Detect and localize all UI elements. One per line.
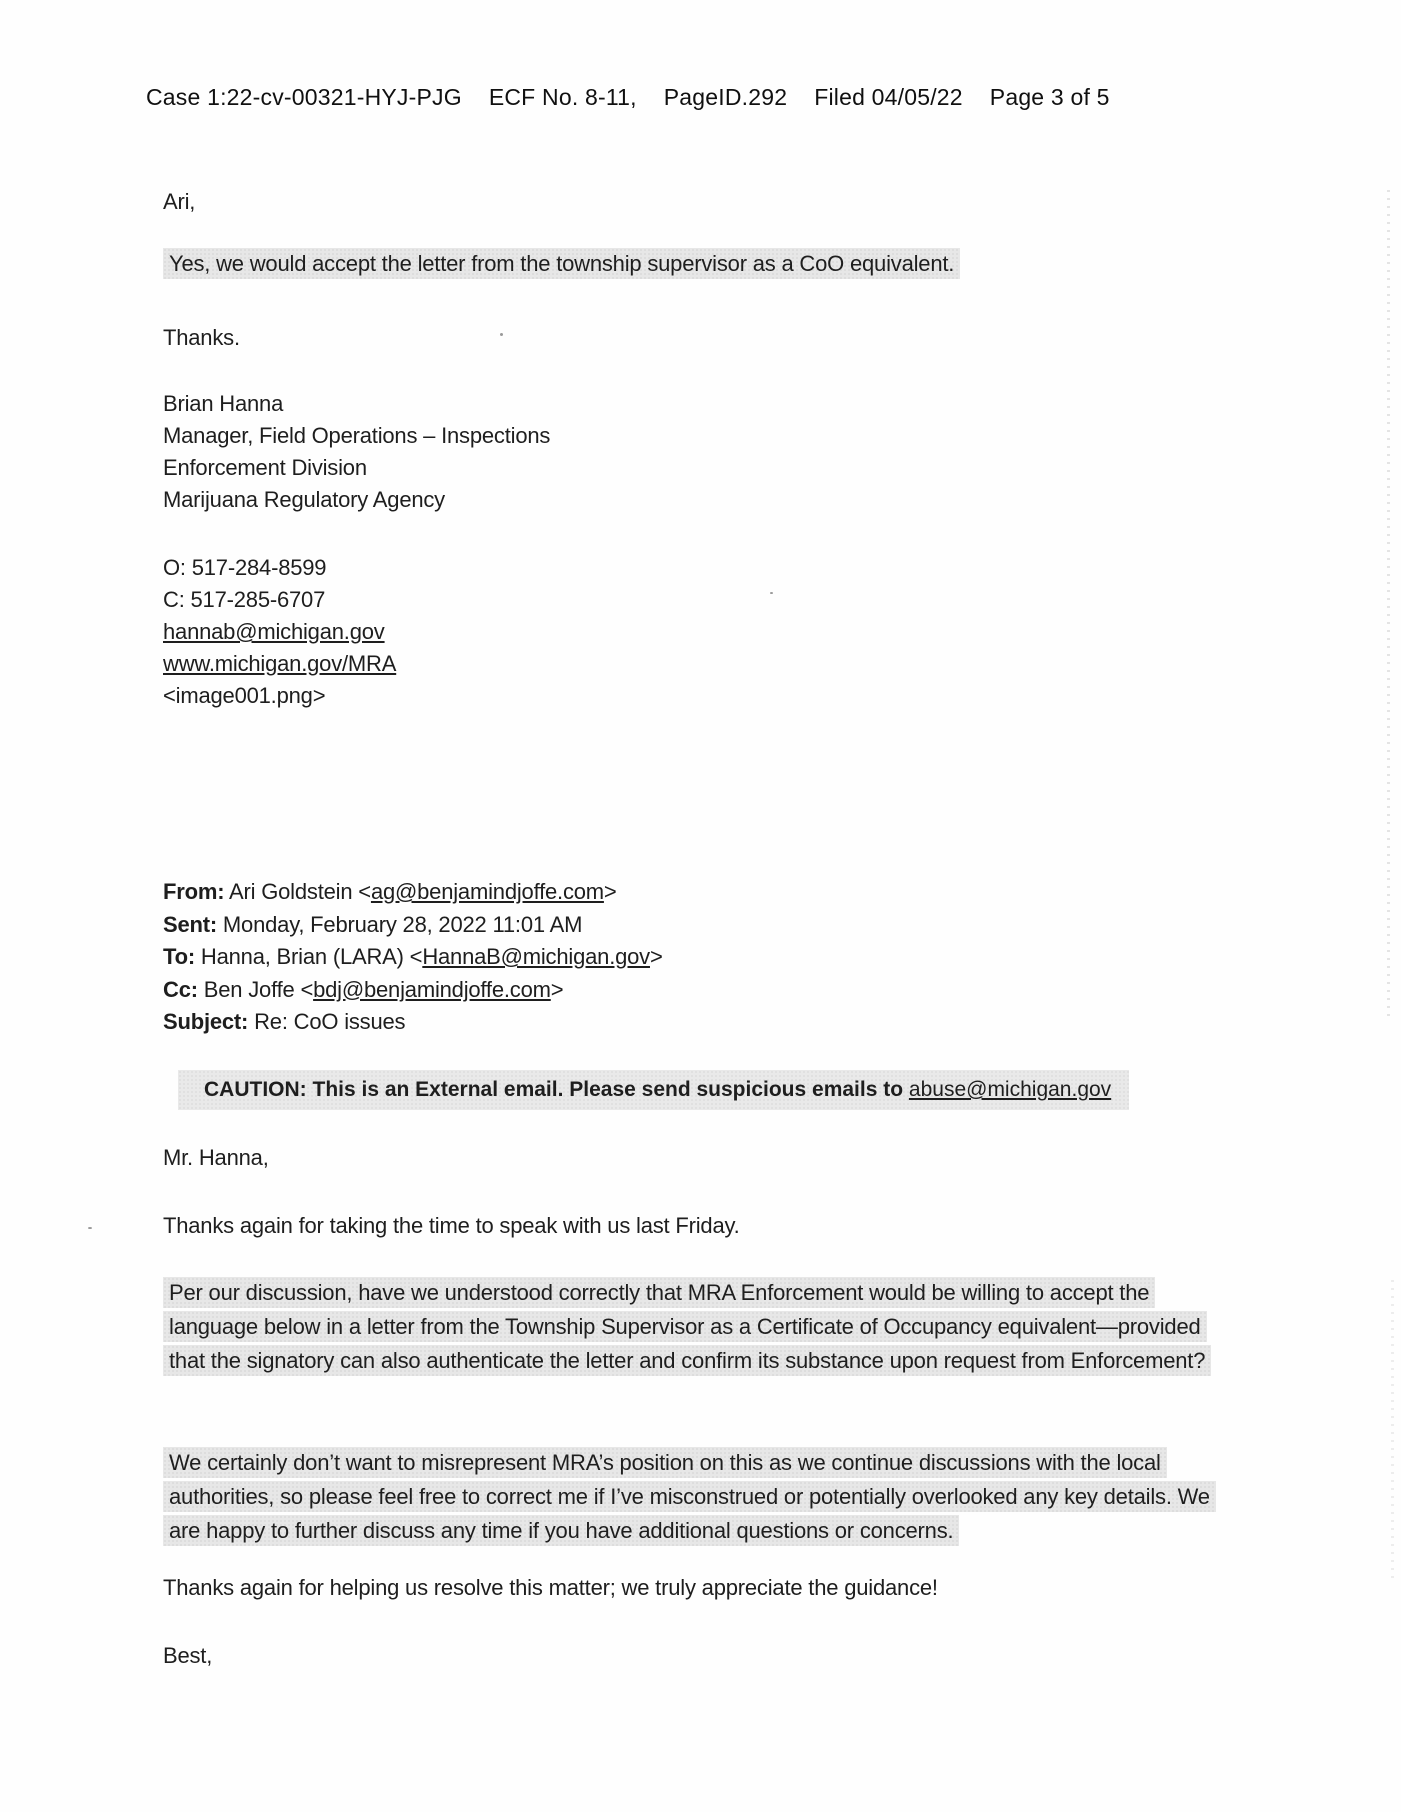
body-thanks-line: Thanks again for taking the time to speak with us last Friday. bbox=[163, 1213, 740, 1238]
scan-speck-3 bbox=[88, 1227, 92, 1229]
highlighted-question-text: Per our discussion, have we understood correctly that MRA Enforcement would be willing to accept the language below in a letter from the Township Supervisor as a Certificate of Occupancy equivalent—provided that the signatory can also authenticate the letter and confirm its substance upon request from Enforcement? bbox=[163, 1277, 1211, 1376]
body-question-paragraph bbox=[163, 1276, 1213, 1378]
body-clarify-block bbox=[163, 1446, 1213, 1548]
subject-label: Subject: bbox=[163, 1009, 249, 1034]
cc-label: Cc: bbox=[163, 976, 198, 1002]
from-name: Ari Goldstein < bbox=[224, 879, 371, 904]
sent-header-line bbox=[163, 909, 1213, 942]
highlighted-answer-line bbox=[163, 248, 1213, 280]
cc-header-line bbox=[163, 974, 1213, 1007]
subject-header-line bbox=[163, 1006, 1213, 1039]
reply-closing-block bbox=[163, 322, 1213, 354]
reply-answer-block bbox=[163, 248, 1213, 280]
signature-contact-block bbox=[163, 552, 1213, 712]
caution-banner bbox=[178, 1070, 1129, 1110]
from-label: From: bbox=[163, 879, 225, 904]
ecf-number: ECF No. 8-11, bbox=[488, 84, 637, 110]
reply-greeting-block bbox=[163, 186, 1213, 218]
scan-speck-1 bbox=[500, 333, 503, 336]
highlighted-clarify-text: We certainly don’t want to misrepresent MRA’s position on this as we continue discussions with the local authorities, so please feel free to correct me if I’ve misconstrued or potentially overlooked any key details. We are happy to further discuss any time if you have additional questions or concerns. bbox=[163, 1447, 1216, 1546]
highlighted-answer-text: Yes, we would accept the letter from the township supervisor as a CoO equivalent. bbox=[163, 248, 960, 279]
case-header bbox=[146, 84, 1137, 111]
caution-text: CAUTION: This is an External email. Please send suspicious emails to bbox=[204, 1078, 909, 1101]
caution-highlight-band bbox=[178, 1070, 1129, 1110]
signature-website-line bbox=[163, 648, 1213, 680]
signature-email-line bbox=[163, 616, 1213, 648]
page-id: PageID.292 bbox=[663, 84, 788, 110]
from-header-line bbox=[163, 876, 1213, 909]
cc-name: Ben Joffe < bbox=[197, 976, 314, 1002]
sent-label: Sent: bbox=[163, 911, 218, 937]
to-label: To: bbox=[163, 944, 195, 969]
signature-email-link: hannab@michigan.gov bbox=[163, 619, 385, 644]
case-number: Case 1:22-cv-00321-HYJ-PJG bbox=[146, 84, 462, 110]
subject-value: Re: CoO issues bbox=[248, 1009, 406, 1034]
signature-name: Brian Hanna bbox=[163, 391, 284, 416]
to-suffix: > bbox=[649, 944, 663, 969]
signature-agency: Marijuana Regulatory Agency bbox=[163, 487, 445, 512]
body-clarify-paragraph bbox=[163, 1446, 1213, 1548]
abuse-email-link: abuse@michigan.gov bbox=[908, 1078, 1112, 1101]
greeting-line: Ari, bbox=[163, 189, 196, 214]
office-phone: O: 517-284-8599 bbox=[163, 555, 327, 580]
sent-value: Monday, February 28, 2022 11:01 AM bbox=[217, 911, 583, 937]
to-header-line bbox=[163, 941, 1213, 974]
filed-date: Filed 04/05/22 bbox=[814, 84, 963, 110]
from-email-link: ag@benjamindjoffe.com bbox=[370, 879, 604, 904]
closing-line: Thanks. bbox=[163, 325, 240, 350]
to-email-link: HannaB@michigan.gov bbox=[422, 944, 650, 969]
from-suffix: > bbox=[603, 879, 617, 904]
page-count: Page 3 of 5 bbox=[989, 84, 1110, 110]
scan-speck-2 bbox=[770, 592, 773, 594]
body-closing-line: Best, bbox=[163, 1643, 213, 1668]
body-salutation-block bbox=[163, 1142, 1213, 1174]
signature-block bbox=[163, 388, 1213, 516]
cell-phone: C: 517-285-6707 bbox=[163, 587, 326, 612]
scan-artifact-right-edge-upper bbox=[1387, 190, 1390, 1020]
signature-division: Enforcement Division bbox=[163, 455, 367, 480]
attachment-placeholder: <image001.png> bbox=[163, 683, 326, 708]
body-thanks-block bbox=[163, 1210, 1213, 1242]
to-name: Hanna, Brian (LARA) < bbox=[194, 944, 423, 969]
signature-website-link: www.michigan.gov/MRA bbox=[163, 651, 397, 676]
quoted-email-headers bbox=[163, 876, 1213, 1039]
cc-email-link: bdj@benjamindjoffe.com bbox=[313, 976, 551, 1002]
body-salutation: Mr. Hanna, bbox=[163, 1145, 269, 1170]
body-gratitude-block bbox=[163, 1572, 1213, 1604]
scan-artifact-right-edge-lower bbox=[1391, 1280, 1394, 1580]
signature-title: Manager, Field Operations – Inspections bbox=[163, 423, 551, 448]
body-closing-block bbox=[163, 1640, 1213, 1672]
body-question-block bbox=[163, 1276, 1213, 1378]
cc-suffix: > bbox=[550, 976, 564, 1002]
body-gratitude-line: Thanks again for helping us resolve this matter; we truly appreciate the guidance! bbox=[163, 1575, 938, 1600]
